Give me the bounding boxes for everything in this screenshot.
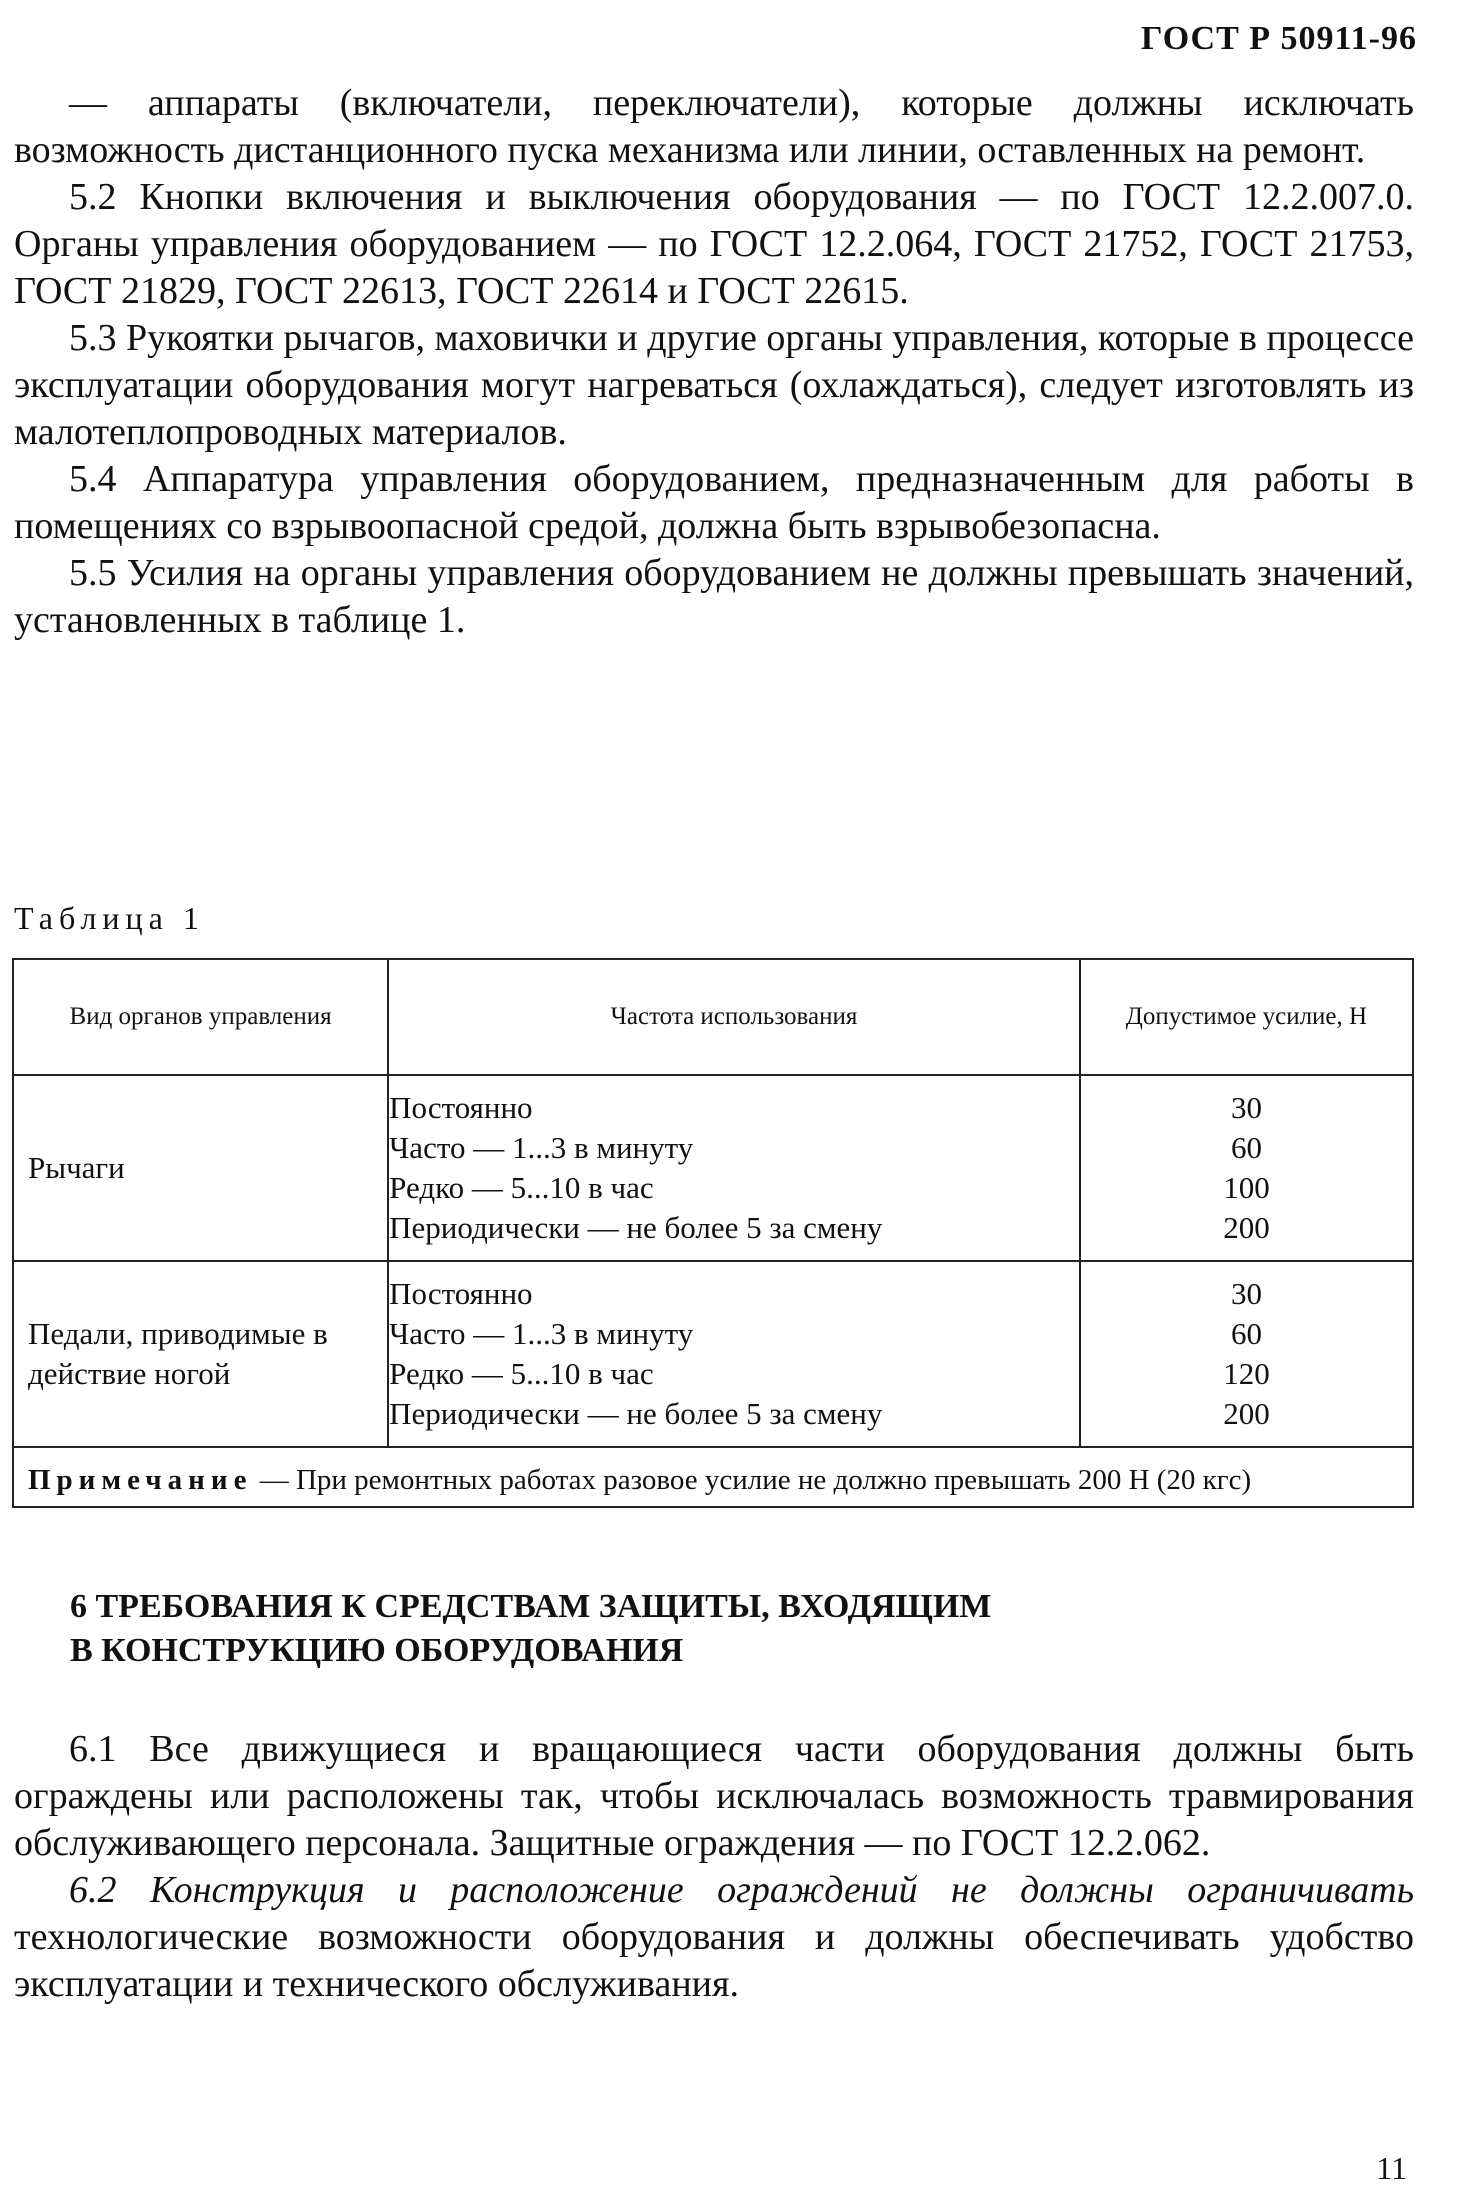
document-code-header: ГОСТ Р 50911-96 [1140,20,1417,57]
paragraph-6-2-italic: 6.2 Конструкция и расположение ограждений не должны ограничивать [69,1869,1414,1911]
frequency-line: Редко — 5...10 в час [389,1170,654,1205]
cell-force [1080,1261,1413,1447]
table-row [13,1075,1413,1261]
header-control-type: Вид органов управления [13,959,388,1075]
cell-control-type: Рычаги [13,1075,388,1261]
header-frequency: Частота использования [388,959,1080,1075]
frequency-line: Периодически — не более 5 за смену [389,1396,883,1431]
cell-control-type: Педали, приводимые в действие ногой [13,1261,388,1447]
table-caption: Таблица 1 [14,900,205,936]
paragraph-dash-item: — аппараты (включатели, переключатели), которые должны исключать возможность дистанционного пуска механизма или линии, оставленных на ремонт. [14,82,1414,171]
section6-title-line1: 6 ТРЕБОВАНИЯ К СРЕДСТВАМ ЗАЩИТЫ, ВХОДЯЩИМ [70,1588,992,1625]
section6-text [14,1726,1414,2008]
note-text: — При ремонтных работах разовое усилие не должно превышать 200 Н (20 кгс) [252,1464,1252,1496]
section6-heading [70,1585,991,1673]
cell-frequency [388,1261,1080,1447]
force-value: 60 [1230,1316,1262,1351]
force-value: 60 [1230,1130,1262,1165]
frequency-line: Периодически — не более 5 за смену [389,1210,883,1245]
force-table [12,958,1414,1508]
page-number: 11 [1376,2150,1407,2186]
frequency-line: Часто — 1...3 в минуту [389,1130,694,1165]
cell-force [1080,1075,1413,1261]
paragraph-6-1: 6.1 Все движущиеся и вращающиеся части оборудования должны быть ограждены или расположены так, чтобы исключалась возможность травмирования обслуживающего персонала. Защитные ограждения — по ГОСТ 12.2.062. [14,1728,1414,1864]
force-value: 200 [1223,1396,1270,1431]
force-value: 30 [1230,1276,1262,1311]
cell-frequency [388,1075,1080,1261]
paragraph-6-2-rest: технологические возможности оборудования и должны обеспечивать удобство эксплуатации и технического обслуживания. [14,1916,1414,2005]
paragraph-6-2 [14,1867,1414,2008]
force-value: 100 [1223,1170,1270,1205]
paragraph-5-2: 5.2 Кнопки включения и выключения оборудования — по ГОСТ 12.2.007.0. Органы управления оборудованием — по ГОСТ 12.2.064, ГОСТ 21752, ГОСТ 21753, ГОСТ 21829, ГОСТ 22613, ГОСТ 22614 и ГОСТ 22615. [14,176,1414,312]
paragraph-5-4: 5.4 Аппаратура управления оборудованием, предназначенным для работы в помещениях со взрывоопасной средой, должна быть взрывобезопасна. [14,458,1414,547]
section5-text [14,80,1414,644]
frequency-line: Часто — 1...3 в минуту [389,1316,694,1351]
force-value: 30 [1230,1090,1262,1125]
table-note-row [13,1447,1413,1507]
header-force: Допустимое усилие, Н [1080,959,1413,1075]
paragraph-5-3: 5.3 Рукоятки рычагов, маховички и другие органы управления, которые в процессе эксплуатации оборудования могут нагреваться (охлаждаться), следует изготовлять из малотеплопроводных материалов. [14,317,1414,453]
force-value: 120 [1223,1356,1270,1391]
section6-title-line2: В КОНСТРУКЦИЮ ОБОРУДОВАНИЯ [70,1632,684,1669]
frequency-line: Редко — 5...10 в час [389,1356,654,1391]
paragraph-5-5: 5.5 Усилия на органы управления оборудованием не должны превышать значений, установленных в таблице 1. [14,552,1414,641]
table-header-row [13,959,1413,1075]
table-row [13,1261,1413,1447]
table-note [13,1447,1413,1507]
frequency-line: Постоянно [389,1276,533,1311]
force-value: 200 [1223,1210,1270,1245]
note-label: Примечание [28,1464,253,1496]
frequency-line: Постоянно [389,1090,533,1125]
